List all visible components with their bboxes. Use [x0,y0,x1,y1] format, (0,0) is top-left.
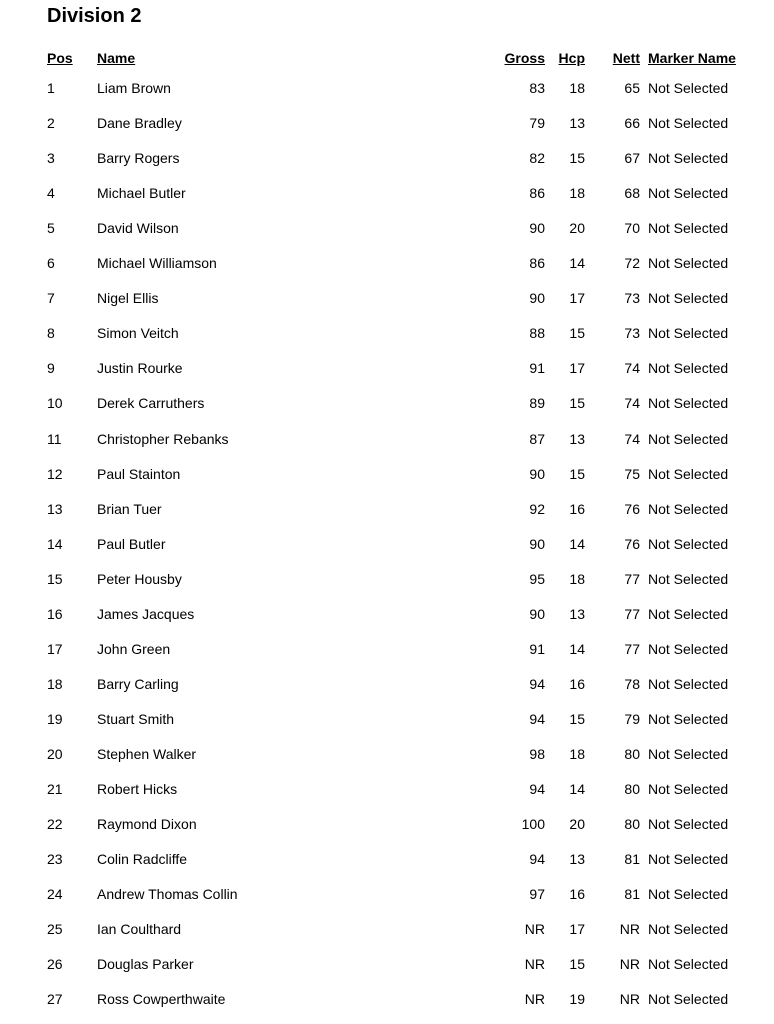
cell-nett: 68 [624,185,640,202]
cell-pos: 1 [47,80,55,96]
cell-hcp: 18 [569,80,585,96]
cell-gross: 90 [529,535,545,552]
cell-marker-name: Not Selected [648,255,729,272]
cell-nett: 76 [624,535,640,552]
table-row [0,779,774,799]
cell-hcp: 13 [569,115,585,132]
cell-marker-name: Not Selected [648,956,729,973]
cell-hcp: 15 [569,325,585,342]
cell-pos: 25 [47,921,63,938]
cell-pos: 23 [47,851,63,868]
cell-nett: 81 [624,886,640,903]
cell-hcp: 16 [569,500,585,517]
cell-name: Brian Tuer [97,500,162,517]
cell-marker-name: Not Selected [648,570,729,587]
table-row [0,253,774,273]
cell-pos: 22 [47,816,63,833]
table-row [0,429,774,449]
cell-gross: 90 [529,605,545,622]
header-nett[interactable]: Nett [612,50,640,66]
cell-nett: 78 [624,675,640,692]
cell-name: Paul Stainton [97,465,181,482]
table-row [0,358,774,378]
cell-nett: NR [619,956,640,973]
cell-hcp: 17 [569,921,585,938]
cell-pos: 4 [47,185,55,202]
cell-marker-name: Not Selected [648,921,729,938]
cell-name: Barry Rogers [97,150,180,167]
cell-marker-name: Not Selected [648,886,729,903]
cell-gross: 100 [521,816,545,833]
cell-name: John Green [97,640,171,657]
table-row [0,989,774,1009]
cell-gross: 82 [529,150,545,167]
cell-gross: 89 [529,395,545,412]
table-row [0,323,774,343]
cell-nett: 73 [624,290,640,307]
cell-hcp: 13 [569,851,585,868]
cell-gross: 95 [529,570,545,587]
cell-pos: 24 [47,886,63,903]
cell-gross: 86 [529,185,545,202]
cell-pos: 26 [47,956,63,973]
cell-hcp: 13 [569,605,585,622]
header-gross[interactable]: Gross [504,50,545,66]
cell-hcp: 15 [569,395,585,412]
cell-nett: 77 [624,640,640,657]
cell-name: Michael Williamson [97,255,217,272]
table-row [0,639,774,659]
cell-name: Raymond Dixon [97,816,197,833]
cell-gross: 79 [529,115,545,132]
cell-gross: 92 [529,500,545,517]
cell-marker-name: Not Selected [648,290,729,307]
header-name[interactable]: Name [97,50,136,66]
cell-gross: 94 [529,851,545,868]
cell-nett: 65 [624,80,640,96]
cell-marker-name: Not Selected [648,605,729,622]
cell-hcp: 20 [569,220,585,237]
cell-marker-name: Not Selected [648,185,729,202]
cell-name: David Wilson [97,220,179,237]
cell-marker-name: Not Selected [648,395,729,412]
cell-marker-name: Not Selected [648,710,729,727]
cell-marker-name: Not Selected [648,115,729,132]
cell-nett: 76 [624,500,640,517]
cell-pos: 2 [47,115,55,132]
cell-gross: 94 [529,781,545,797]
table-row [0,393,774,413]
table-row [0,499,774,519]
cell-marker-name: Not Selected [648,220,729,237]
cell-nett: 70 [624,220,640,237]
cell-gross: 94 [529,710,545,727]
table-row [0,709,774,729]
cell-nett: NR [619,921,640,938]
cell-name: Peter Housby [97,570,182,587]
cell-name: Stephen Walker [97,745,197,762]
cell-nett: 74 [624,395,640,412]
cell-pos: 18 [47,675,63,692]
cell-hcp: 14 [569,535,585,552]
table-row [0,744,774,764]
cell-gross: 87 [529,430,545,447]
cell-marker-name: Not Selected [648,465,729,482]
cell-name: Paul Butler [97,535,166,552]
header-hcp[interactable]: Hcp [558,50,585,66]
cell-nett: 81 [624,851,640,868]
cell-hcp: 15 [569,956,585,973]
cell-gross: NR [524,956,545,973]
table-row [0,604,774,624]
table-row [0,534,774,554]
cell-gross: 90 [529,290,545,307]
cell-pos: 6 [47,255,55,272]
cell-pos: 7 [47,290,55,307]
cell-nett: 74 [624,360,640,377]
cell-hcp: 14 [569,781,585,797]
cell-nett: 80 [624,745,640,762]
cell-gross: 90 [529,465,545,482]
cell-marker-name: Not Selected [648,816,729,833]
cell-hcp: 18 [569,745,585,762]
cell-marker-name: Not Selected [648,150,729,167]
cell-name: Dane Bradley [97,115,182,132]
cell-pos: 21 [47,781,63,797]
cell-pos: 11 [47,430,62,447]
table-row [0,954,774,974]
cell-name: Andrew Thomas Collin [97,886,238,903]
cell-pos: 16 [47,605,63,622]
cell-hcp: 15 [569,465,585,482]
cell-hcp: 18 [569,185,585,202]
cell-name: Nigel Ellis [97,290,159,307]
cell-pos: 5 [47,220,55,237]
cell-name: Michael Butler [97,185,186,202]
cell-gross: 94 [529,675,545,692]
cell-marker-name: Not Selected [648,535,729,552]
cell-pos: 19 [47,710,63,727]
page-title: Division 2 [47,5,142,27]
cell-name: Justin Rourke [97,360,183,377]
cell-hcp: 13 [569,430,585,447]
cell-marker-name: Not Selected [648,745,729,762]
cell-gross: NR [524,991,545,1008]
table-row [0,113,774,133]
table-row [0,674,774,694]
cell-nett: NR [619,991,640,1008]
cell-marker-name: Not Selected [648,781,729,797]
cell-gross: 91 [529,640,545,657]
table-row [0,78,774,98]
cell-name: Derek Carruthers [97,395,205,412]
cell-marker-name: Not Selected [648,80,729,96]
cell-name: Colin Radcliffe [97,851,188,868]
cell-hcp: 18 [569,570,585,587]
cell-gross: 88 [529,325,545,342]
cell-nett: 74 [624,430,640,447]
table-row [0,218,774,238]
cell-hcp: 16 [569,675,585,692]
cell-hcp: 20 [569,816,585,833]
cell-name: Stuart Smith [97,710,175,727]
cell-marker-name: Not Selected [648,851,729,868]
cell-pos: 14 [47,535,63,552]
header-pos[interactable]: Pos [47,50,73,66]
table-row [0,569,774,589]
header-marker-name[interactable]: Marker Name [648,50,736,66]
cell-gross: 98 [529,745,545,762]
cell-marker-name: Not Selected [648,430,729,447]
table-header [0,48,774,68]
cell-marker-name: Not Selected [648,991,729,1008]
cell-name: Ian Coulthard [97,921,182,938]
cell-name: Liam Brown [97,80,171,96]
cell-pos: 3 [47,150,55,167]
table-row [0,849,774,869]
cell-hcp: 19 [569,991,585,1008]
cell-nett: 80 [624,816,640,833]
cell-gross: 97 [529,886,545,903]
cell-hcp: 16 [569,886,585,903]
cell-pos: 9 [47,360,55,377]
table-row [0,464,774,484]
cell-name: Robert Hicks [97,781,178,797]
cell-gross: 91 [529,360,545,377]
cell-gross: 83 [529,80,545,96]
cell-pos: 8 [47,325,55,342]
cell-nett: 79 [624,710,640,727]
cell-marker-name: Not Selected [648,640,729,657]
cell-name: Christopher Rebanks [97,430,229,447]
cell-hcp: 17 [569,360,585,377]
cell-pos: 12 [47,465,63,482]
cell-hcp: 15 [569,710,585,727]
cell-pos: 13 [47,500,63,517]
cell-nett: 80 [624,781,640,797]
cell-pos: 15 [47,570,63,587]
cell-marker-name: Not Selected [648,325,729,342]
cell-name: Simon Veitch [97,325,179,342]
cell-nett: 72 [624,255,640,272]
cell-hcp: 14 [569,640,585,657]
cell-marker-name: Not Selected [648,500,729,517]
cell-marker-name: Not Selected [648,360,729,377]
cell-nett: 77 [624,570,640,587]
cell-pos: 27 [47,991,63,1008]
table-row [0,884,774,904]
cell-nett: 77 [624,605,640,622]
table-row [0,148,774,168]
cell-hcp: 15 [569,150,585,167]
cell-name: Douglas Parker [97,956,194,973]
table-row [0,183,774,203]
cell-nett: 67 [624,150,640,167]
cell-gross: 90 [529,220,545,237]
table-row [0,814,774,834]
cell-pos: 20 [47,745,63,762]
cell-hcp: 14 [569,255,585,272]
cell-nett: 73 [624,325,640,342]
cell-name: Barry Carling [97,675,179,692]
cell-name: James Jacques [97,605,195,622]
cell-nett: 66 [624,115,640,132]
cell-gross: NR [524,921,545,938]
table-row [0,919,774,939]
cell-pos: 17 [47,640,63,657]
cell-marker-name: Not Selected [648,675,729,692]
cell-hcp: 17 [569,290,585,307]
cell-gross: 86 [529,255,545,272]
cell-nett: 75 [624,465,640,482]
table-row [0,288,774,308]
cell-name: Ross Cowperthwaite [97,991,226,1008]
cell-pos: 10 [47,395,63,412]
